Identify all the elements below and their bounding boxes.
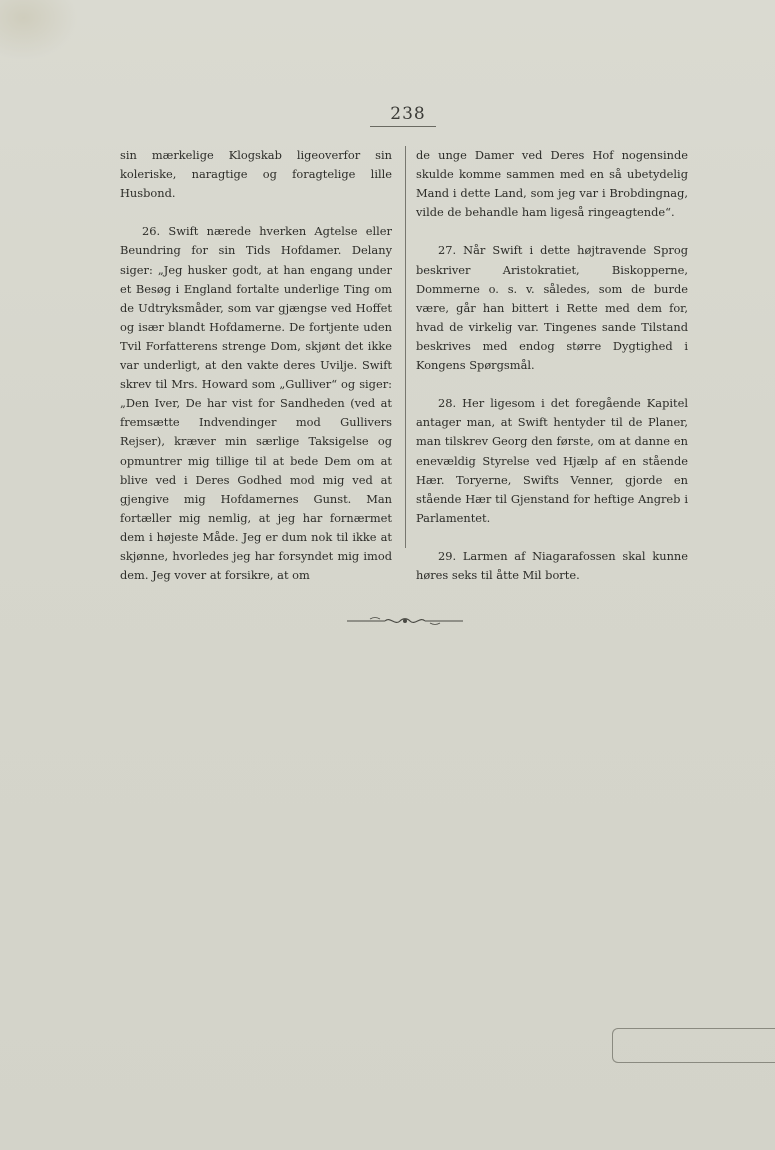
paragraph-text: 29. Larmen af Niagarafossen skal kunne høres seks til åtte Mil borte.	[416, 548, 688, 583]
paragraph-text: 27. Når Swift i dette højtravende Sprog beskriver Aristokratiet, Biskopperne, Dommerne o. s. v. således, som de burde være, går han bittert i Rette med dem for, hvad de virkelig var. Tingenes sande Tilstand beskrives med endog større Dygtighed i Kongens Spørgsmål.	[416, 243, 688, 373]
paragraph-text: 26. Swift nærede hverken Agtelse eller Beundring for sin Tids Hofdamer. Delany siger: „Jeg husker godt, at han engang under et Besøg i England fortalte underlige Ting om de Udtryksmåder, som var gjængse ved Hoffet og især blandt Hofdamerne. De fortjente uden Tvil Forfatterens strenge Dom, skjønt det ikke var underligt, at den vakte deres Uvilje. Swift skrev til Mrs. Howard som „Gulliver“ og siger: „Den Iver, De har vist for Sandheden (ved at fremsætte Indvendinger mod Gullivers Rejser), kræver min særlige Taksigelse og opmuntrer mig tillige til at bede Dem om at blive ved i Deres Godhed mod mig ved at gjengive mig Hofdamernes Gunst. Man fortæller mig nemlig, at jeg har fornærmet dem i højeste Måde. Jeg er dum nok til ikke at skjønne, hvorledes jeg har forsyndet mig imod dem. Jeg vover at forsikre, at om	[120, 224, 392, 583]
paragraph	[416, 547, 688, 585]
paragraph: de unge Damer ved Deres Hof nogensinde skulde komme sammen med en så ubetydelig Mand i dette Land, som jeg var i Brobdingnag, vilde de behandle ham ligeså ringeagtende“.	[416, 148, 688, 220]
paragraph: sin mærkelige Klogskab ligeoverfor sin koleriske, naragtige og foragtelige lille Husbond.	[120, 148, 392, 201]
paragraph	[416, 241, 688, 375]
left-column	[120, 146, 392, 585]
paragraph	[416, 394, 688, 528]
page-tab-mark	[612, 1028, 775, 1063]
right-column	[416, 146, 688, 585]
flourish-ornament-icon	[345, 614, 465, 628]
paragraph-text: 28. Her ligesom i det foregående Kapitel antager man, at Swift hentyder til de Planer, man tilskrev Georg den første, om at danne en enevældig Styrelse ved Hjælp af en stående Hær. Toryerne, Swifts Venner, gjorde en stående Hær til Gjenstand for heftige Angreb i Parlamentet.	[416, 396, 688, 525]
column-divider	[405, 146, 406, 548]
paragraph	[120, 222, 392, 585]
page-number-rule	[370, 126, 436, 127]
paper-stain	[0, 0, 78, 60]
page-number: 238	[390, 104, 426, 124]
